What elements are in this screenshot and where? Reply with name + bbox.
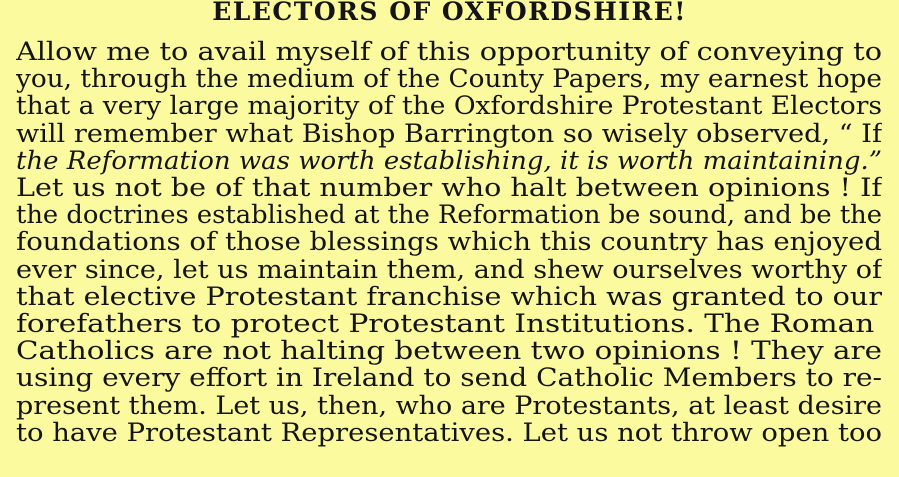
text-line-4: will remember what Bishop Barrington so wisely observed, “ If xyxy=(16,118,882,148)
text-line-15: to have Protestant Representatives. Let us not throw open too xyxy=(16,417,882,447)
text-line-3: that a very large majority of the Oxfordshire Protestant Electors xyxy=(16,91,882,121)
text-line-8: foundations of those blessings which this country has enjoyed xyxy=(16,227,882,257)
text-line-10: that elective Protestant franchise which was granted to our xyxy=(16,281,882,311)
text-line-7: the doctrines established at the Reformation be sound, and be the xyxy=(16,200,882,230)
text-line-9: ever since, let us maintain them, and shew ourselves worthy of xyxy=(16,254,882,284)
text-line-11: forefathers to protect Protestant Institutions. The Roman xyxy=(16,309,875,338)
text-line-14: present them. Let us, then, who are Protestants, at least desire xyxy=(16,390,882,420)
article-heading: ELECTORS OF OXFORDSHIRE! xyxy=(212,0,687,26)
text-line-13: using every effort in Ireland to send Catholic Members to re- xyxy=(16,363,882,393)
text-line-2: you, through the medium of the County Papers, my earnest hope xyxy=(16,64,882,94)
text-line-12: Catholics are not halting between two opinions ! They are xyxy=(16,336,882,366)
text-line-5-italic-quotation: the Reformation was worth establishing, it is worth maintaining.” xyxy=(16,145,882,175)
text-line-1: Allow me to avail myself of this opportunity of conveying to xyxy=(16,37,882,66)
text-line-6: Let us not be of that number who halt between opinions ! If xyxy=(16,173,882,202)
